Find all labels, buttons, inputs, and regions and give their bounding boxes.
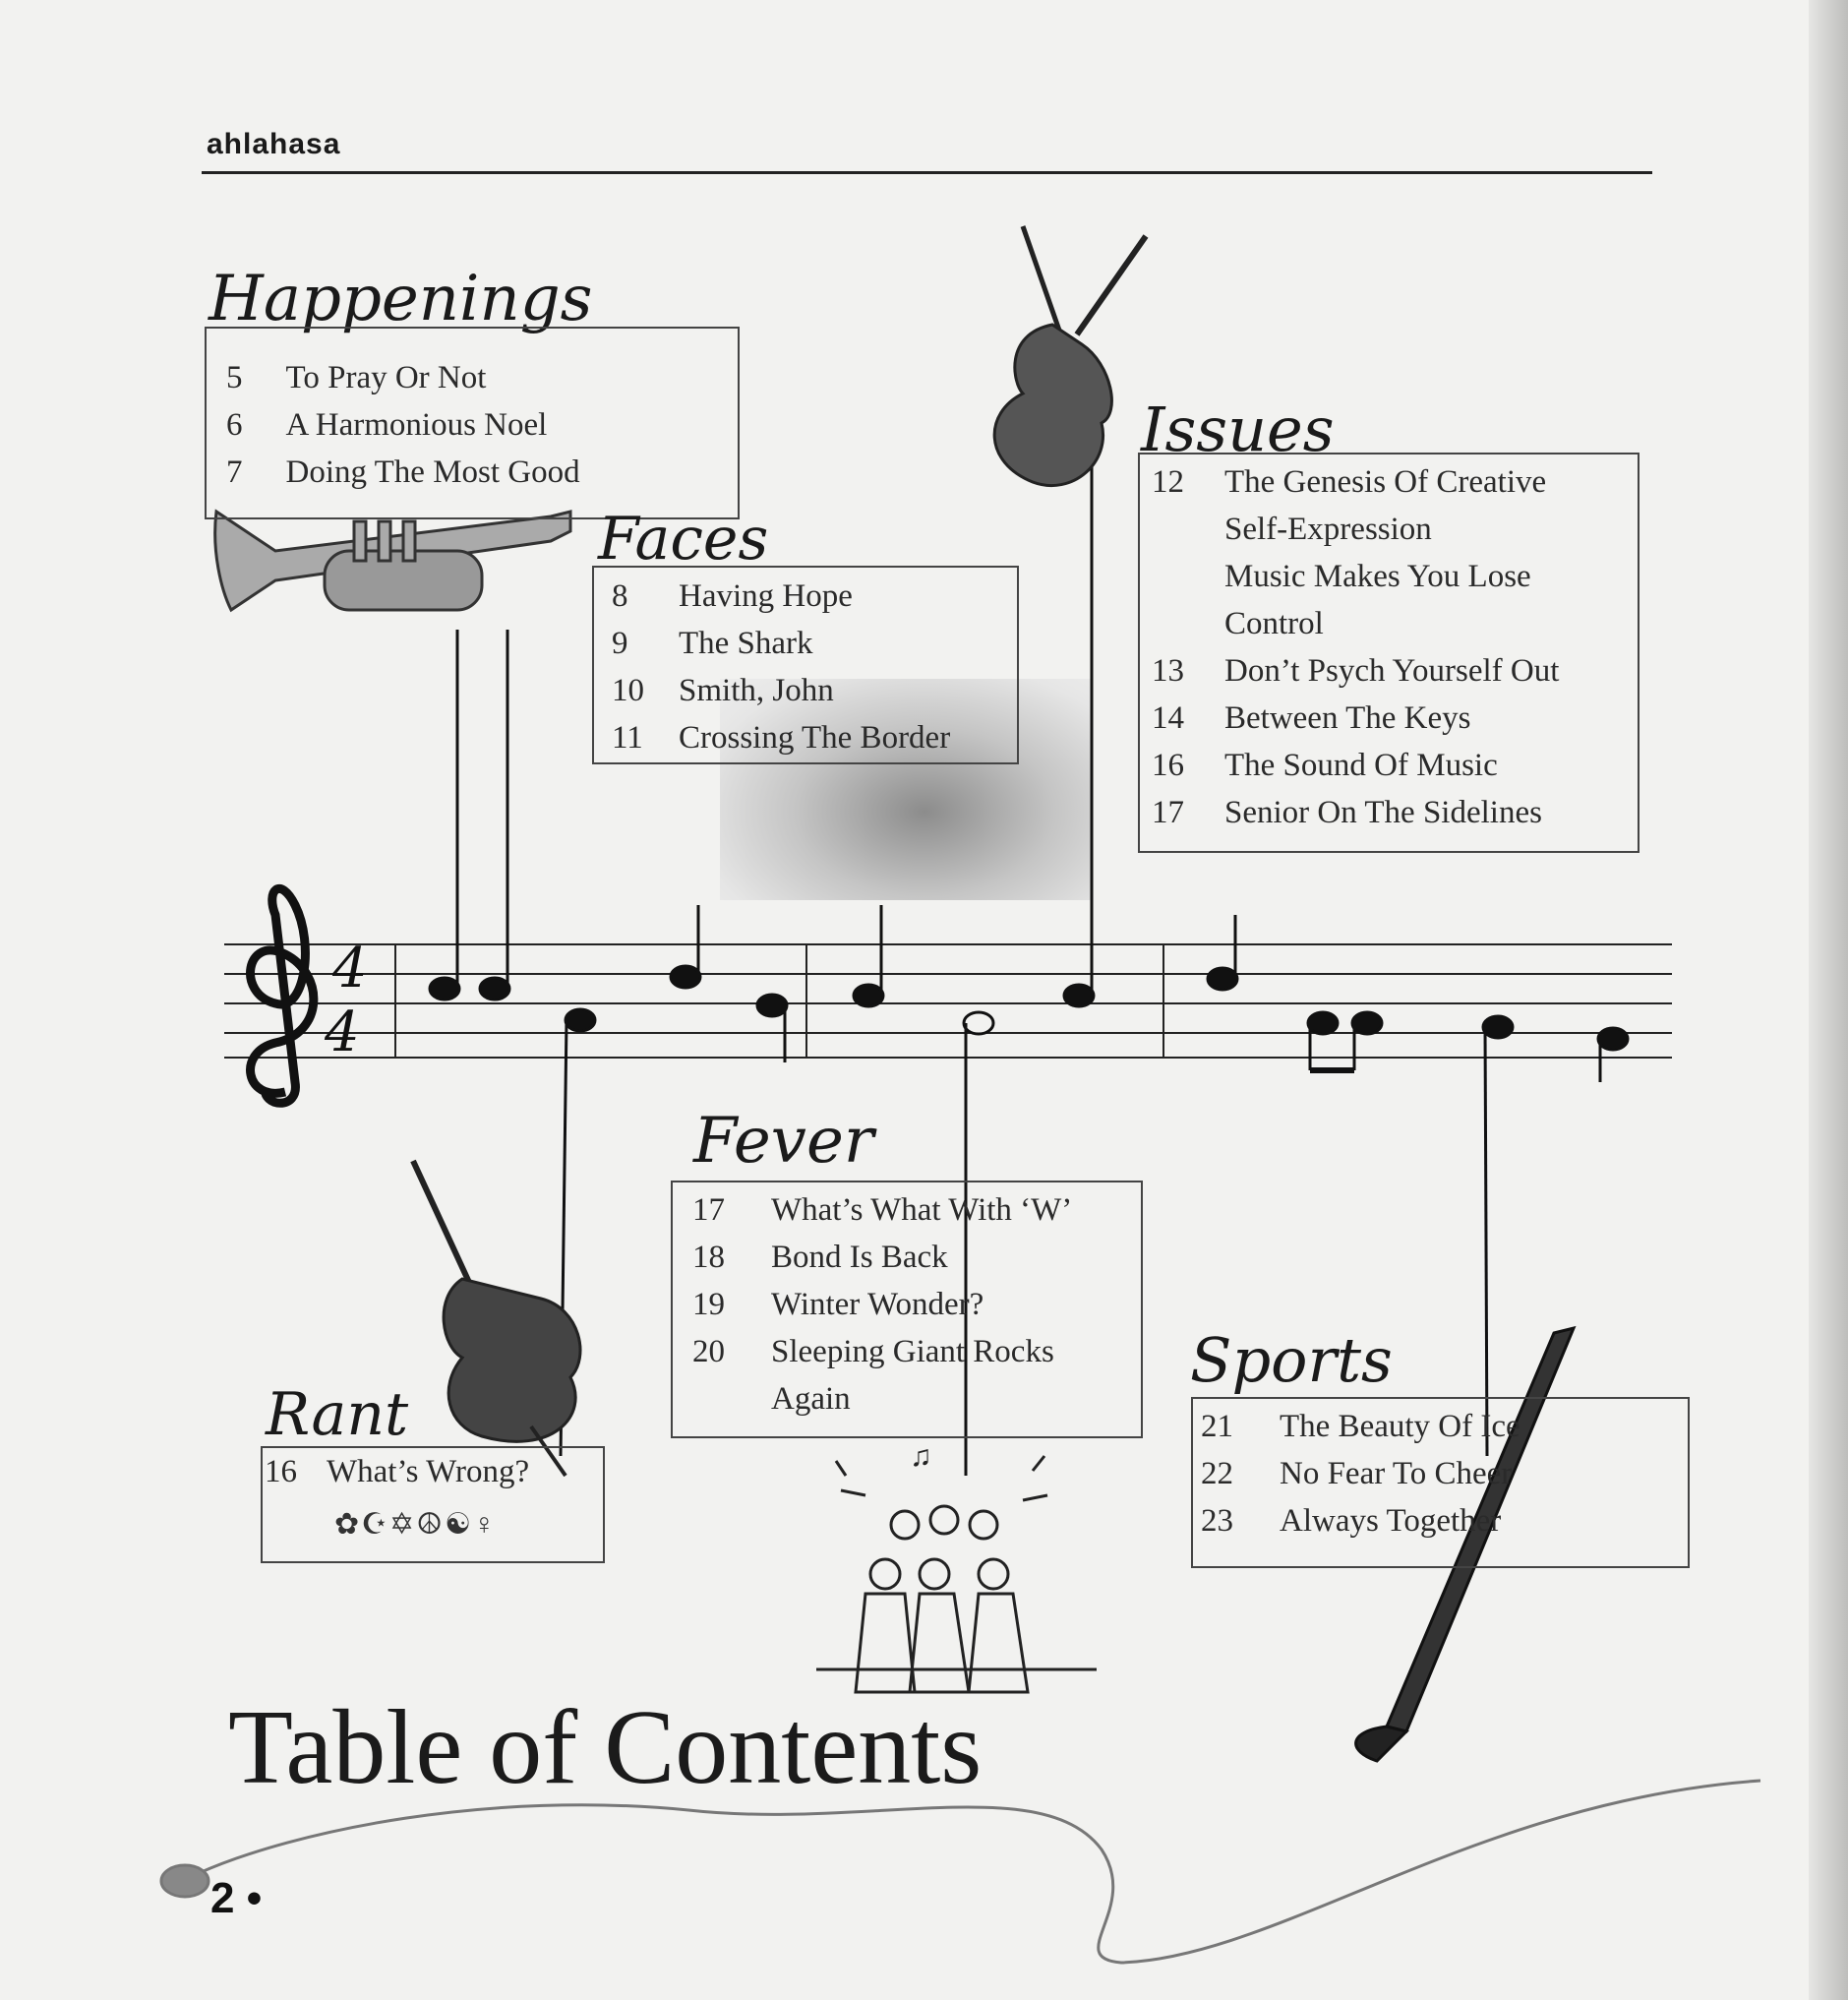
faces-list <box>612 573 950 761</box>
list-item[interactable]: 10 Smith, John <box>612 673 834 708</box>
violin-icon <box>994 226 1146 486</box>
fever-list <box>692 1186 1125 1423</box>
page-number: 2 • <box>210 1874 263 1922</box>
choir-icon <box>816 1440 1097 1692</box>
page-title: Table of Contents <box>228 1689 983 1806</box>
list-item[interactable]: 9 The Shark <box>612 626 813 661</box>
list-item[interactable]: 8 Having Hope <box>612 578 853 614</box>
treble-clef-icon <box>251 888 314 1103</box>
svg-text:4: 4 <box>325 1000 360 1064</box>
time-signature <box>324 937 368 1064</box>
list-item[interactable]: 16 What’s Wrong? <box>265 1454 530 1489</box>
page-number-value: 2 <box>210 1874 235 1922</box>
list-item[interactable]: Music Makes You Lose Control <box>1224 559 1531 641</box>
section-title-issues: Issues <box>1141 394 1335 465</box>
list-item[interactable]: 7 Doing The Most Good <box>226 455 580 490</box>
masthead: ahlahasa <box>207 128 341 160</box>
staff-lines <box>224 944 1672 1058</box>
list-item[interactable]: 20 Sleeping Giant Rocks Again <box>692 1334 1054 1417</box>
section-title-fever: Fever <box>693 1105 874 1178</box>
list-item[interactable]: 12 The Genesis Of Creative Self-Expression <box>1152 464 1547 547</box>
fever-box <box>671 1181 1143 1438</box>
svg-text:♫: ♫ <box>910 1440 932 1473</box>
trumpet-icon <box>215 512 570 610</box>
list-item[interactable]: 6 A Harmonious Noel <box>226 407 548 443</box>
list-item[interactable]: 23 Always Together <box>1201 1503 1502 1539</box>
religious-symbols: ✿☪✡☮☯♀ <box>334 1508 498 1541</box>
faces-box <box>592 566 1019 764</box>
section-title-sports: Sports <box>1190 1324 1393 1396</box>
cello-icon <box>413 1161 580 1476</box>
list-item[interactable]: 16 The Sound Of Music <box>1152 748 1498 783</box>
list-item[interactable]: 11 Crossing The Border <box>612 720 951 756</box>
list-item[interactable]: 18 Bond Is Back <box>692 1240 948 1275</box>
rant-list <box>265 1448 529 1495</box>
issues-list <box>1152 458 1614 836</box>
sports-list <box>1201 1403 1520 1545</box>
happenings-box <box>205 327 740 519</box>
issues-box <box>1138 453 1639 853</box>
sports-box <box>1191 1397 1690 1568</box>
list-item[interactable]: 22 No Fear To Cheer <box>1201 1456 1513 1491</box>
rant-box <box>261 1446 605 1563</box>
list-item[interactable]: 17 What’s What With ‘W’ <box>692 1192 1073 1228</box>
section-title-rant: Rant <box>266 1380 409 1449</box>
list-item[interactable]: 17 Senior On The Sidelines <box>1152 795 1542 830</box>
list-item[interactable]: 5 To Pray Or Not <box>226 360 487 395</box>
happenings-list <box>226 354 580 496</box>
list-item[interactable]: 13 Don’t Psych Yourself Out <box>1152 653 1560 689</box>
list-item[interactable]: 14 Between The Keys <box>1152 700 1471 736</box>
svg-text:4: 4 <box>332 937 368 1000</box>
section-title-faces: Faces <box>598 505 769 574</box>
list-item[interactable]: 21 The Beauty Of Ice <box>1201 1409 1520 1444</box>
list-item[interactable]: 19 Winter Wonder? <box>692 1287 984 1322</box>
section-title-happenings: Happenings <box>209 263 593 335</box>
